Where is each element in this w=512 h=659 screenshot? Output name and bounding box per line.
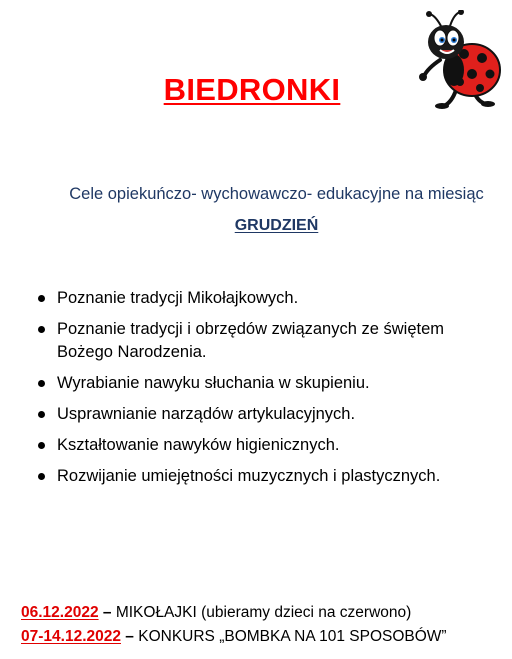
goal-text: Usprawnianie narządów artykulacyjnych. [57,405,356,423]
goal-text: Kształtowanie nawyków higienicznych. [57,436,340,454]
event-separator: – [102,604,112,621]
event-text: MIKOŁAJKI (ubieramy dzieci na czerwono) [115,604,412,621]
list-item [36,465,496,488]
goal-text: Poznanie tradycji i obrzędów związanych ze świętem Bożego Narodzenia. [57,320,445,361]
list-item [36,372,496,395]
list-item [36,287,496,310]
ladybug-icon [412,10,504,110]
event-separator: – [125,628,134,645]
goal-text: Wyrabianie nawyku słuchania w skupieniu. [57,374,370,392]
bullet-icon [38,295,45,302]
subtitle: Cele opiekuńczo- wychowawczo- edukacyjne na miesiąc [69,185,484,203]
event-row [21,625,447,649]
page-title: BIEDRONKI [163,72,341,107]
goals-list [36,287,496,496]
event-date: 07-14.12.2022 [21,628,121,645]
event-text: KONKURS „BOMBKA NA 101 SPOSOBÓW” [138,628,447,645]
list-item [36,434,496,457]
events-list [21,601,447,649]
bullet-icon [38,442,45,449]
bullet-icon [38,326,45,333]
bullet-icon [38,411,45,418]
event-row [21,601,447,625]
goal-text: Rozwijanie umiejętności muzycznych i plastycznych. [57,467,441,485]
goal-text: Poznanie tradycji Mikołajkowych. [57,289,299,307]
bullet-icon [38,380,45,387]
event-date: 06.12.2022 [21,604,99,621]
list-item [36,403,496,426]
bullet-icon [38,473,45,480]
month-heading: GRUDZIEŃ [234,217,319,234]
list-item [36,318,496,364]
